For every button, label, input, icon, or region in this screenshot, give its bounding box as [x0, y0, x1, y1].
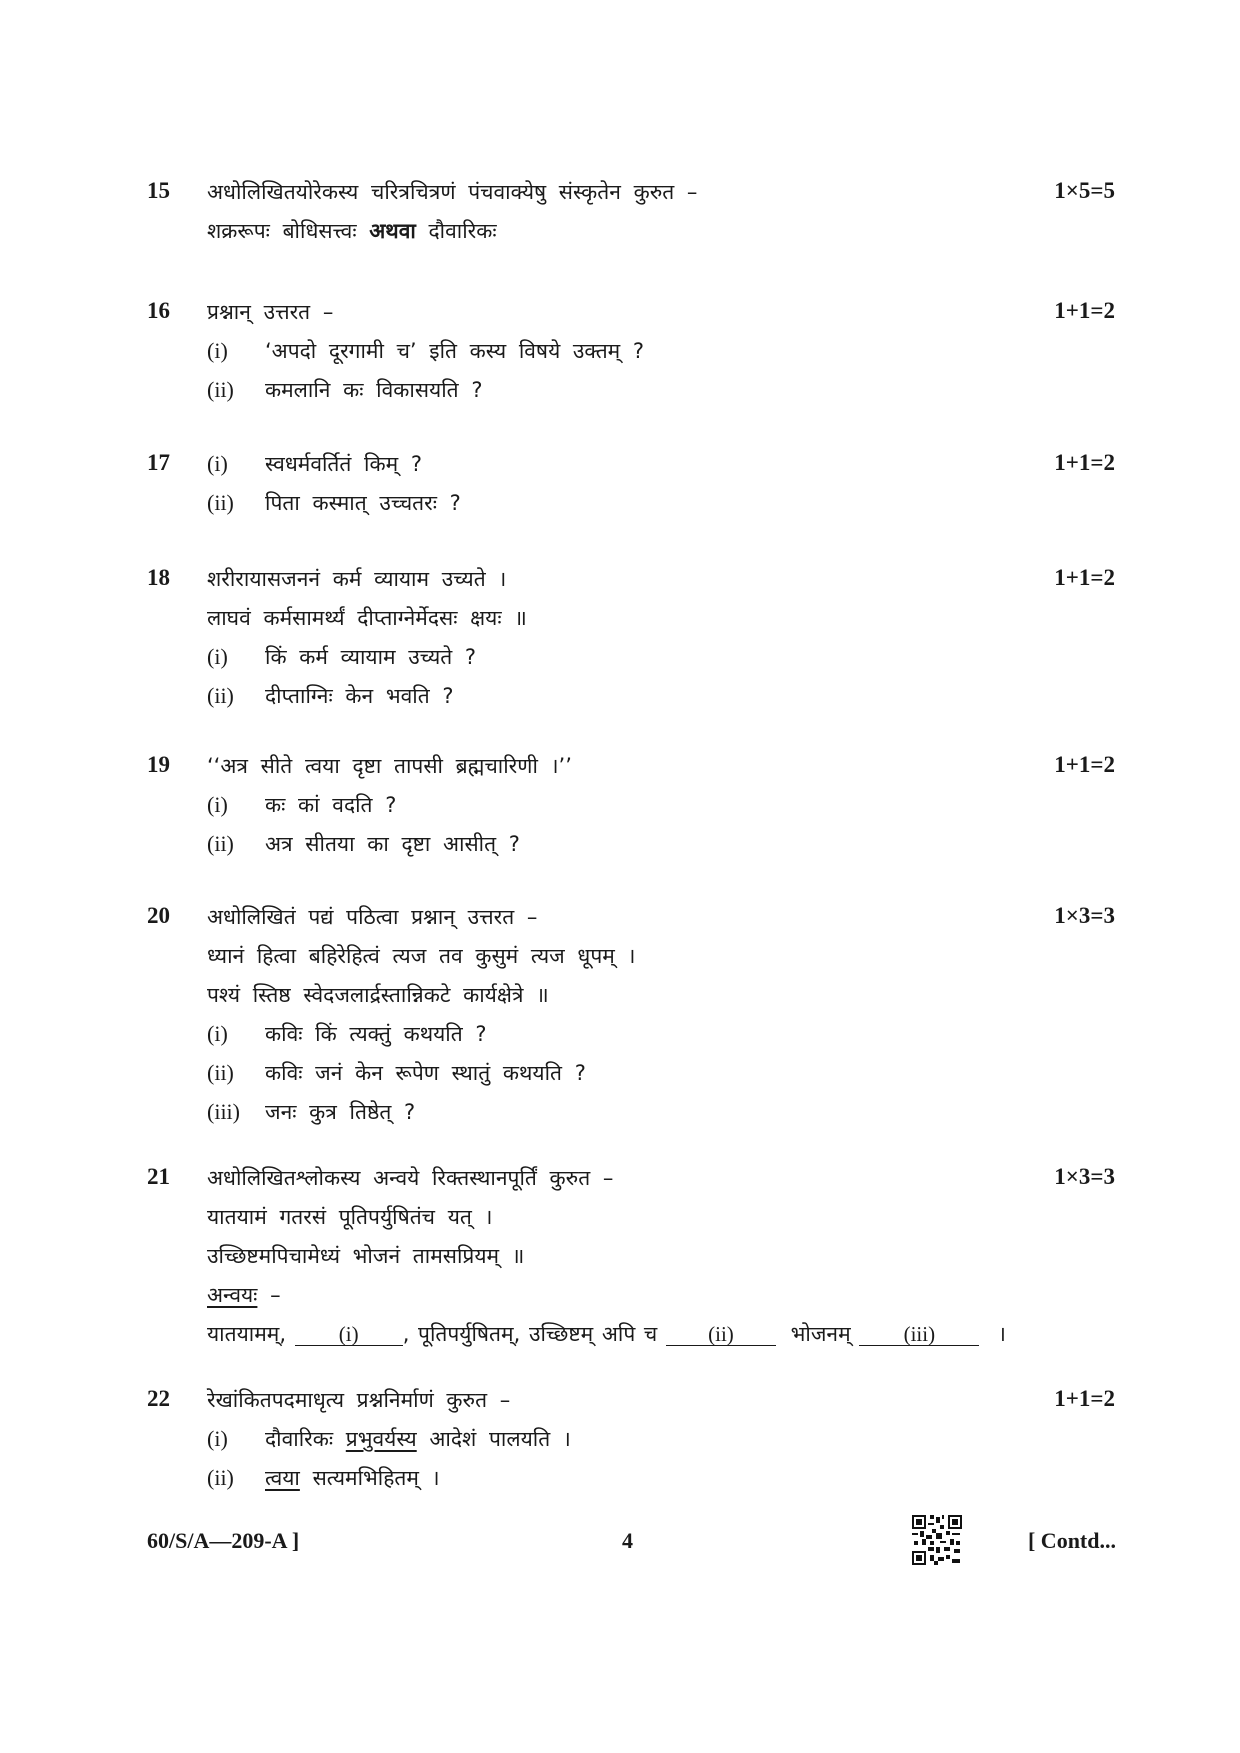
verse-line: ध्यानं हित्वा बहिरेहित्वं त्यज तव कुसुमं त्यज धूपम् ।: [207, 944, 636, 968]
anvaya-part: भोजनम्: [790, 1322, 851, 1346]
verse-line: यातयामं गतरसं पूतिपर्युषितंच यत् ।: [207, 1205, 493, 1229]
anvaya-part: यातयामम्,: [207, 1322, 286, 1346]
question-text: अधोलिखितं पद्यं पठित्वा प्रश्नान् उत्तरत –: [207, 905, 538, 929]
question-text: ‘‘अत्र सीते त्वया दृष्टा तापसी ब्रह्मचारिणी ।’’: [207, 754, 572, 778]
anvaya-heading: [207, 1281, 281, 1309]
anvaya-end: ।: [998, 1322, 1006, 1346]
question-text: रेखांकितपदमाधृत्य प्रश्ननिर्माणं कुरुत –: [207, 1388, 511, 1412]
underlined-word: त्वया: [265, 1466, 300, 1490]
option-a: शक्ररूपः बोधिसत्त्वः: [207, 219, 357, 243]
sub-text: किं कर्म व्यायाम उच्यते ?: [265, 645, 477, 669]
sub-question: [207, 830, 520, 858]
qr-code-icon: [912, 1515, 962, 1565]
verse-line: शरीरायासजननं कर्म व्यायाम उच्यते ।: [207, 567, 507, 591]
fill-blank: (ii): [666, 1323, 776, 1346]
question-number: 21: [147, 1164, 170, 1189]
question-number: 19: [147, 752, 170, 777]
sub-label: (i): [207, 1426, 228, 1451]
sub-text-post: आदेशं पालयति ।: [429, 1427, 571, 1451]
anvaya-label: अन्वयः: [207, 1283, 258, 1307]
sub-label: (i): [207, 338, 228, 363]
sub-label: (i): [207, 792, 228, 817]
question-marks: 1+1=2: [1054, 752, 1115, 777]
sub-question: [207, 682, 454, 710]
question-marks: 1+1=2: [1054, 298, 1115, 323]
sub-text: पिता कस्मात् उच्चतरः ?: [265, 491, 461, 515]
sub-question: [207, 643, 476, 671]
sub-text: कविः किं त्यक्तुं कथयति ?: [265, 1022, 487, 1046]
continued-label: [ Contd...: [1027, 1528, 1116, 1553]
question-number: 16: [147, 298, 170, 323]
question-options: [207, 217, 497, 245]
fill-blank: (iii): [859, 1323, 979, 1346]
question-text: प्रश्नान् उत्तरत –: [207, 300, 334, 324]
anvaya-line: [207, 1320, 1006, 1348]
fill-blank: (i): [295, 1323, 403, 1346]
question-marks: 1×3=3: [1054, 903, 1115, 928]
verse-line: लाघवं कर्मसामर्थ्यं दीप्ताग्नेर्मेदसः क्षयः ॥: [207, 606, 527, 630]
question-marks: 1+1=2: [1054, 565, 1115, 590]
question-number: 18: [147, 565, 170, 590]
question-number: 17: [147, 450, 170, 475]
sub-text: ‘अपदो दूरगामी च’ इति कस्य विषये उक्तम् ?: [265, 339, 645, 363]
sub-text: कविः जनं केन रूपेण स्थातुं कथयति ?: [265, 1061, 586, 1085]
sub-label: (i): [207, 1021, 228, 1046]
sub-question: [207, 337, 644, 365]
sub-label: (ii): [207, 1465, 234, 1490]
question-marks: 1+1=2: [1054, 450, 1115, 475]
verse-line: उच्छिष्टमपिचामेध्यं भोजनं तामसप्रियम् ॥: [207, 1244, 525, 1268]
sub-label: (i): [207, 451, 228, 476]
sub-text: दीप्ताग्निः केन भवति ?: [265, 684, 454, 708]
sub-text: अत्र सीतया का दृष्टा आसीत् ?: [265, 832, 520, 856]
verse-line: पश्यं स्तिष्ठ स्वेदजलार्द्रस्तान्निकटे कार्यक्षेत्रे ॥: [207, 983, 549, 1007]
sub-question: [207, 1098, 415, 1126]
anvaya-dash: –: [270, 1283, 281, 1307]
question-number: 22: [147, 1386, 170, 1411]
sub-text: कः कां वदति ?: [265, 793, 397, 817]
sub-question: [207, 1020, 487, 1048]
sub-label: (ii): [207, 377, 234, 402]
sub-question: [207, 1425, 571, 1453]
sub-label: (ii): [207, 490, 234, 515]
paper-code: 60/S/A—209-A ]: [147, 1528, 300, 1553]
sub-text: कमलानि कः विकासयति ?: [265, 378, 483, 402]
sub-question: [207, 1059, 586, 1087]
sub-text-pre: दौवारिकः: [265, 1427, 334, 1451]
or-word: अथवा: [369, 219, 416, 243]
question-marks: 1+1=2: [1054, 1386, 1115, 1411]
question-marks: 1×3=3: [1054, 1164, 1115, 1189]
sub-question: [207, 489, 461, 517]
option-b: दौवारिकः: [428, 219, 497, 243]
underlined-word: प्रभुवर्यस्य: [345, 1427, 417, 1451]
sub-text: जनः कुत्र तिष्ठेत् ?: [265, 1100, 416, 1124]
question-text: अधोलिखितश्लोकस्य अन्वये रिक्तस्थानपूर्तिं कुरुत –: [207, 1166, 614, 1190]
sub-label: (ii): [207, 683, 234, 708]
question-text: अधोलिखितयोरेकस्य चरित्रचित्रणं पंचवाक्येषु संस्कृतेन कुरुत –: [207, 180, 698, 204]
sub-question: [207, 450, 422, 478]
question-number: 20: [147, 903, 170, 928]
sub-question: [207, 791, 396, 819]
question-number: 15: [147, 178, 170, 203]
sub-text: स्वधर्मवर्तितं किम् ?: [265, 452, 422, 476]
sub-label: (i): [207, 644, 228, 669]
question-marks: 1×5=5: [1054, 178, 1115, 203]
sub-label: (iii): [207, 1099, 240, 1124]
anvaya-part: , पूतिपर्युषितम्, उच्छिष्टम् अपि च: [402, 1322, 658, 1346]
sub-text-post: सत्यमभिहितम् ।: [312, 1466, 440, 1490]
sub-label: (ii): [207, 1060, 234, 1085]
page-number: 4: [622, 1528, 633, 1553]
sub-question: [207, 376, 482, 404]
sub-question: [207, 1464, 440, 1492]
sub-label: (ii): [207, 831, 234, 856]
